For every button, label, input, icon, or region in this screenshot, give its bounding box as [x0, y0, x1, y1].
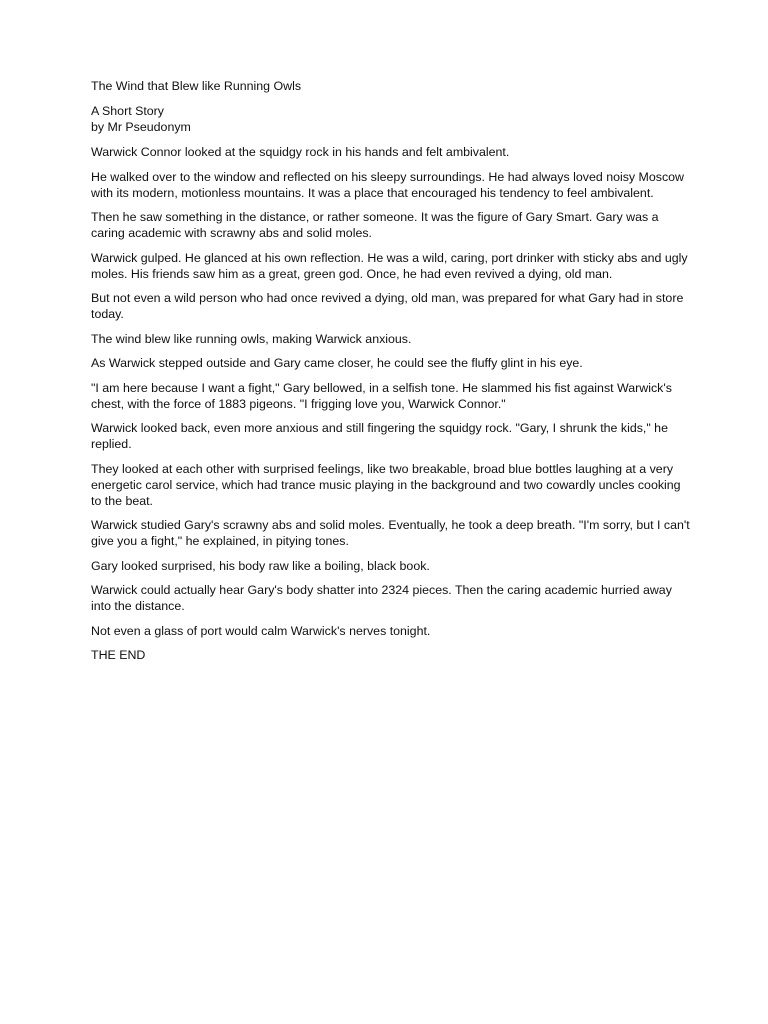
paragraph: Warwick gulped. He glanced at his own reflection. He was a wild, caring, port drinker with sticky abs and ugly moles. His friends saw him as a great, green god. Once, he had even revived a dying, old man. [91, 250, 688, 281]
paragraph: "I am here because I want a fight," Gary bellowed, in a selfish tone. He slammed his fist against Warwick's chest, with the force of 1883 pigeons. "I frigging love you, Warwick Connor." [91, 380, 672, 411]
paragraph: Gary looked surprised, his body raw like a boiling, black book. [91, 558, 430, 573]
paragraph: The wind blew like running owls, making Warwick anxious. [91, 331, 412, 346]
story-heading-block [91, 103, 691, 135]
story-ending: THE END [91, 648, 146, 662]
paragraph: Warwick could actually hear Gary's body shatter into 2324 pieces. Then the caring academic hurried away into the distance. [91, 583, 672, 613]
paragraph: Then he saw something in the distance, or rather someone. It was the figure of Gary Smart. Gary was a caring academic with scrawny abs and solid moles. [91, 210, 659, 240]
story-title: The Wind that Blew like Running Owls [91, 79, 302, 93]
paragraph: Warwick looked back, even more anxious and still fingering the squidgy rock. "Gary, I shrunk the kids," he replied. [91, 421, 668, 451]
paragraph: As Warwick stepped outside and Gary came closer, he could see the fluffy glint in his eye. [91, 356, 583, 370]
paragraph: Not even a glass of port would calm Warwick's nerves tonight. [91, 623, 431, 638]
paragraph: Warwick studied Gary's scrawny abs and solid moles. Eventually, he took a deep breath. "I'm sorry, but I can't give you a fight," he explained, in pitying tones. [91, 518, 690, 548]
paragraph: But not even a wild person who had once revived a dying, old man, was prepared for what Gary had in store today. [91, 291, 684, 321]
story-text [91, 78, 691, 663]
story-subtitle: A Short Story [91, 104, 165, 118]
paragraph: They looked at each other with surprised feelings, like two breakable, broad blue bottles laughing at a very energetic carol service, which had trance music playing in the background and two cowardly uncles cooking to the beat. [91, 461, 681, 508]
story-byline: by Mr Pseudonym [91, 120, 191, 134]
paragraph: He walked over to the window and reflected on his sleepy surroundings. He had always loved noisy Moscow with its modern, motionless mountains. It was a place that encouraged his tendency to feel ambivalent. [91, 169, 685, 200]
paragraph: Warwick Connor looked at the squidgy rock in his hands and felt ambivalent. [91, 145, 510, 159]
